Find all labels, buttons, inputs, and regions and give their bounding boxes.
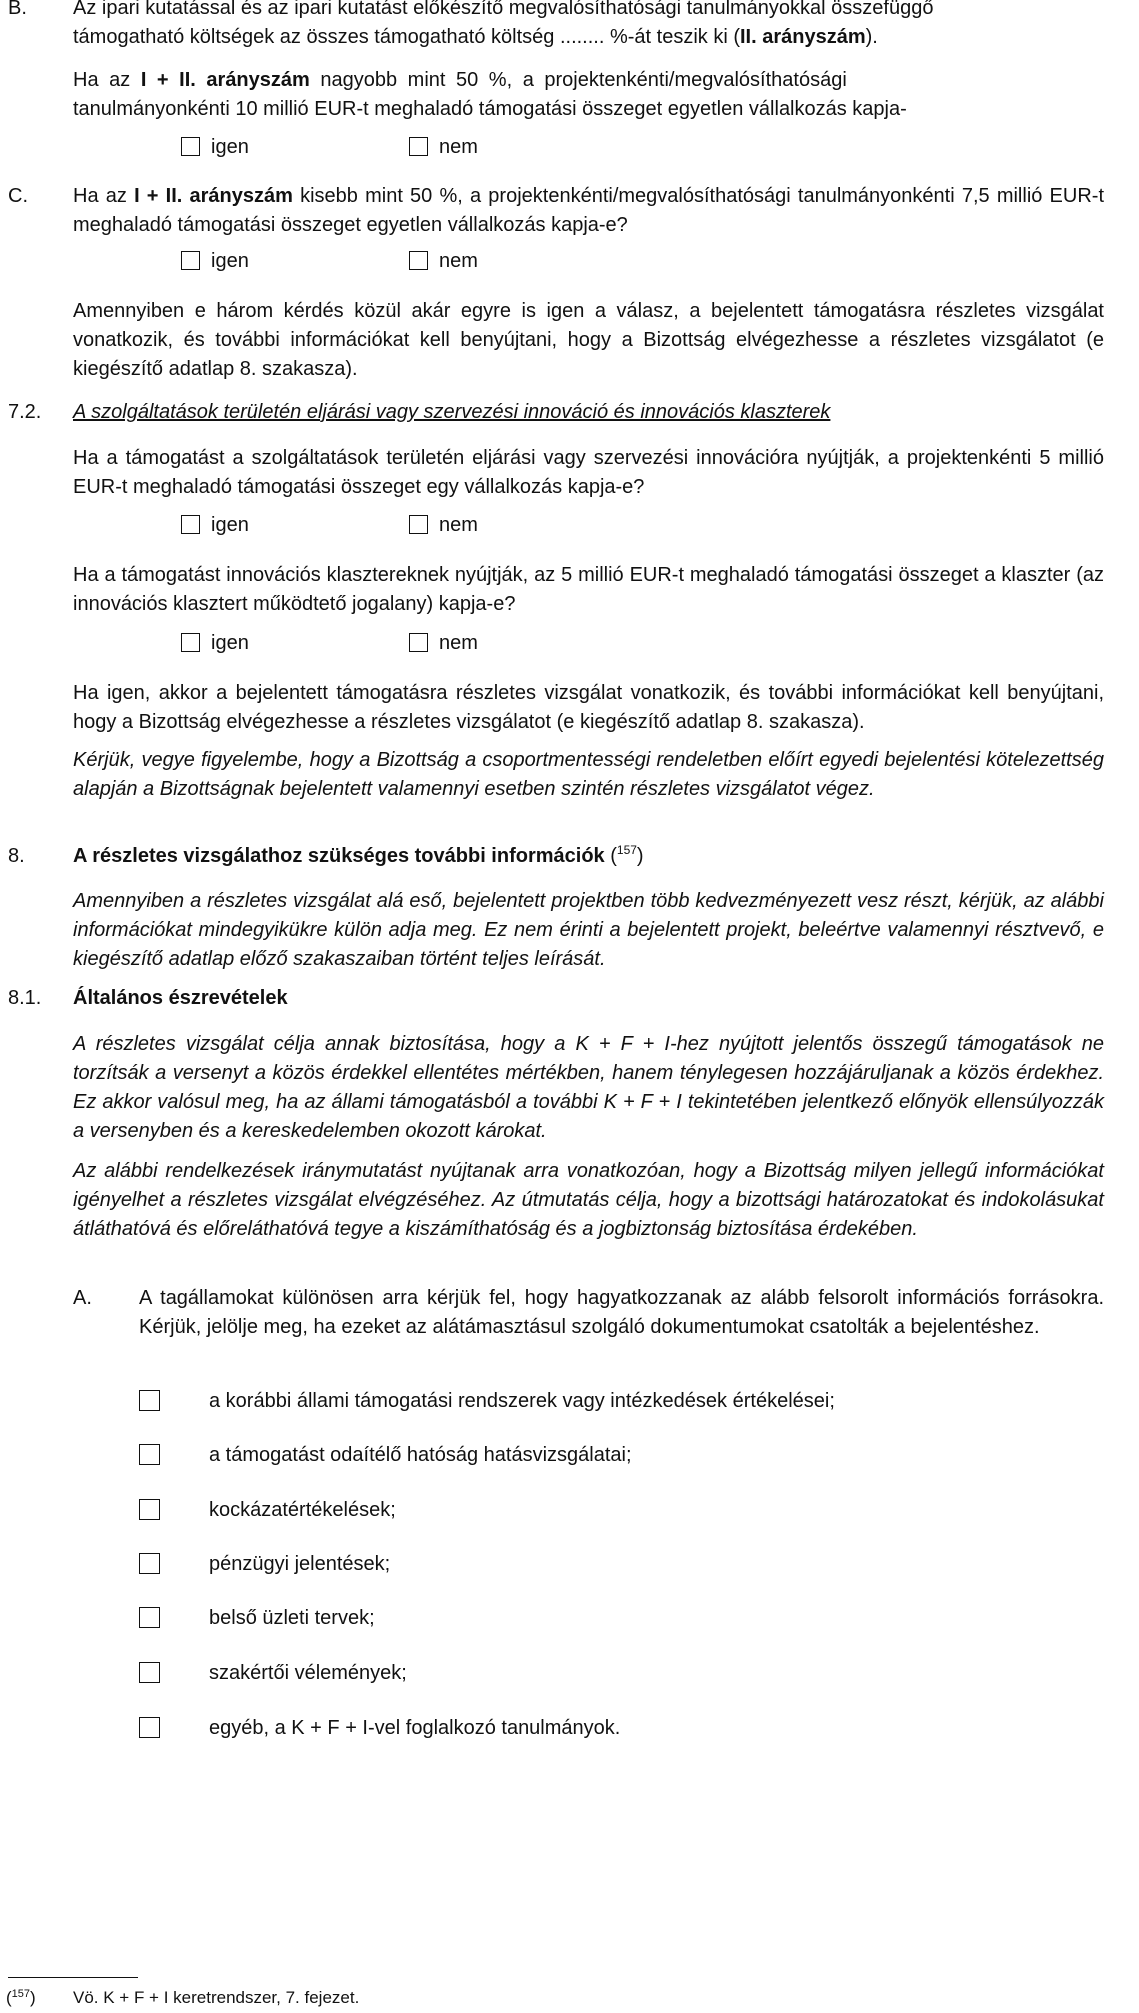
section-7-2-title: A szolgáltatások területén eljárási vagy szervezési innováció és innovációs klaszterek	[73, 401, 831, 423]
section-8-1-paragraph-2: Az alábbi rendelkezések iránymutatást nyújtanak arra vonatkozóan, hogy a Bizottság milyen jellegű információkat igényelhet a részletes vizsgálat elvégzéséhez. Az útmutatás célja, hogy a bizottsági határozatokat és indokolásukat átláthatóvá és előreláthatóvá tegye a kiszámíthatóság és a jogbiztonság biztosítása érdekében.	[73, 1160, 1104, 1240]
source-checkbox-4[interactable]	[139, 1607, 160, 1628]
source-checkbox-2[interactable]	[139, 1499, 160, 1520]
q2-yes-checkbox[interactable]	[181, 633, 200, 652]
item-label-b: B.	[8, 0, 27, 19]
q1-no-label: nem	[439, 514, 478, 536]
section-8-number: 8.	[8, 845, 25, 867]
source-label-6: egyéb, a K + F + I-vel foglalkozó tanulmányok.	[209, 1717, 621, 1739]
source-checkbox-3[interactable]	[139, 1553, 160, 1574]
section-8-title: A részletes vizsgálathoz szükséges további információk	[73, 845, 605, 867]
item-label-c: C.	[8, 185, 28, 207]
if-yes-paragraph: Ha igen, akkor a bejelentett támogatásra részletes vizsgálat vonatkozik, és további információkat kell benyújtani, hogy a Bizottság elvégezhesse a részletes vizsgálatot (e kiegészítő adatlap 8. szakasza).	[73, 682, 1104, 733]
c-no-label: nem	[439, 250, 478, 272]
source-checkbox-6[interactable]	[139, 1717, 160, 1738]
detailed-assessment-paragraph: Amennyiben e három kérdés közül akár egyre is igen a válasz, a bejelentett támogatásra részletes vizsgálat vonatkozik, és további információkat kell benyújtani, hogy a Bizottság elvégezhesse a részletes vizsgálatot (e kiegészítő adatlap 8. szakasza).	[73, 300, 1104, 380]
footnote-marker: ($^{157}$)	[6, 1988, 36, 2007]
section-8-1-paragraph-1: A részletes vizsgálat célja annak biztosítása, hogy a K + F + I-hez nyújtott jelentős összegű támogatások ne torzítsák a versenyt a közös érdekkel ellentétes mértékben, hanem ténylegesen hozzájáruljanak a közös érdekhez. Ez akkor valósul meg, ha az állami támogatásból a további K + F + I tekintetében jelentkező előnyök ellensúlyozzák a versenyben és a kereskedelemben okozott károkat.	[73, 1033, 1104, 1142]
b-no-checkbox[interactable]	[409, 137, 428, 156]
block-b-line2: támogatható költségek az összes támogatható költség ........ %-át teszik ki (II. arányszám).	[73, 26, 878, 48]
section-7-2-number: 7.2.	[8, 401, 42, 423]
footnote-separator	[8, 1977, 138, 1978]
b-yes-checkbox[interactable]	[181, 137, 200, 156]
block-b-text	[73, 0, 1104, 124]
source-label-1: a támogatást odaítélő hatóság hatásvizsgálatai;	[209, 1444, 632, 1466]
section-8-1-title: Általános észrevételek	[73, 987, 288, 1009]
section-7-2-question-2: Ha a támogatást innovációs klasztereknek nyújtják, az 5 millió EUR-t meghaladó támogatási összeget a klaszter (az innovációs klasztert működtető jogalany) kapja-e?	[73, 564, 1104, 615]
source-label-4: belső üzleti tervek;	[209, 1607, 375, 1629]
q1-no-checkbox[interactable]	[409, 515, 428, 534]
source-label-2: kockázatértékelések;	[209, 1499, 396, 1521]
b-no-label: nem	[439, 136, 478, 158]
footnote-text: Vö. K + F + I keretrendszer, 7. fejezet.	[73, 1988, 360, 2007]
commission-note-paragraph: Kérjük, vegye figyelembe, hogy a Bizottság a csoportmentességi rendeletben előírt egyedi bejelentési kötelezettség alapján a Bizottságnak bejelentett valamennyi esetben szintén részletes vizsgálatot végez.	[73, 749, 1104, 800]
item-a-text: A tagállamokat különösen arra kérjük fel, hogy hagyatkozzanak az alább felsorolt információs forrásokra. Kérjük, jelölje meg, ha ezeket az alátámasztásul szolgáló dokumentumokat csatolták a bejelentéshez.	[139, 1287, 1104, 1338]
source-checkbox-5[interactable]	[139, 1662, 160, 1683]
source-label-3: pénzügyi jelentések;	[209, 1553, 391, 1575]
section-8-1-number: 8.1.	[8, 987, 42, 1009]
block-c-text: Ha az I + II. arányszám kisebb mint 50 %, a projektenkénti/megvalósíthatósági tanulmányonkénti 7,5 millió EUR-t meghaladó támogatási összeget egyetlen vállalkozás kapja-e?	[73, 185, 1105, 236]
c-yes-checkbox[interactable]	[181, 251, 200, 270]
section-8-heading: A részletes vizsgálathoz szükséges további információk ($^{157}$)	[73, 843, 644, 867]
source-checkbox-1[interactable]	[139, 1444, 160, 1465]
q2-yes-label: igen	[211, 632, 249, 654]
section-7-2-question-1: Ha a támogatást a szolgáltatások területén eljárási vagy szervezési innovációra nyújtják, a projektenkénti 5 millió EUR-t meghaladó támogatási összeget egy vállalkozás kapja-e?	[73, 447, 1104, 498]
q2-no-label: nem	[439, 632, 478, 654]
block-b-line1: Az ipari kutatással és az ipari kutatást előkészítő megvalósíthatósági tanulmányokkal összefüggő	[73, 0, 934, 19]
b-yes-label: igen	[211, 136, 249, 158]
item-label-a: A.	[73, 1287, 92, 1309]
block-b-line4: tanulmányonkénti 10 millió EUR-t meghaladó támogatási összeget egyetlen vállalkozás kapja-	[73, 98, 907, 120]
source-label-5: szakértői vélemények;	[209, 1662, 407, 1684]
c-no-checkbox[interactable]	[409, 251, 428, 270]
source-label-0: a korábbi állami támogatási rendszerek vagy intézkedések értékelései;	[209, 1390, 835, 1412]
q1-yes-label: igen	[211, 514, 249, 536]
c-yes-label: igen	[211, 250, 249, 272]
source-checkbox-0[interactable]	[139, 1390, 160, 1411]
section-8-intro: Amennyiben a részletes vizsgálat alá eső, bejelentett projektben több kedvezményezett vesz részt, kérjük, az alábbi információkat mindegyikükre külön adja meg. Ez nem érinti a bejelentett projekt, beleértve valamennyi résztvevő, e kiegészítő adatlap előző szakaszaiban történt teljes leírását.	[73, 890, 1104, 970]
q2-no-checkbox[interactable]	[409, 633, 428, 652]
footnote-ref-157[interactable]: 157	[616, 843, 637, 857]
block-b-line3: Ha az I + II. arányszám nagyobb mint 50 %, a projektenkénti/megvalósíthatósági	[73, 69, 847, 91]
q1-yes-checkbox[interactable]	[181, 515, 200, 534]
